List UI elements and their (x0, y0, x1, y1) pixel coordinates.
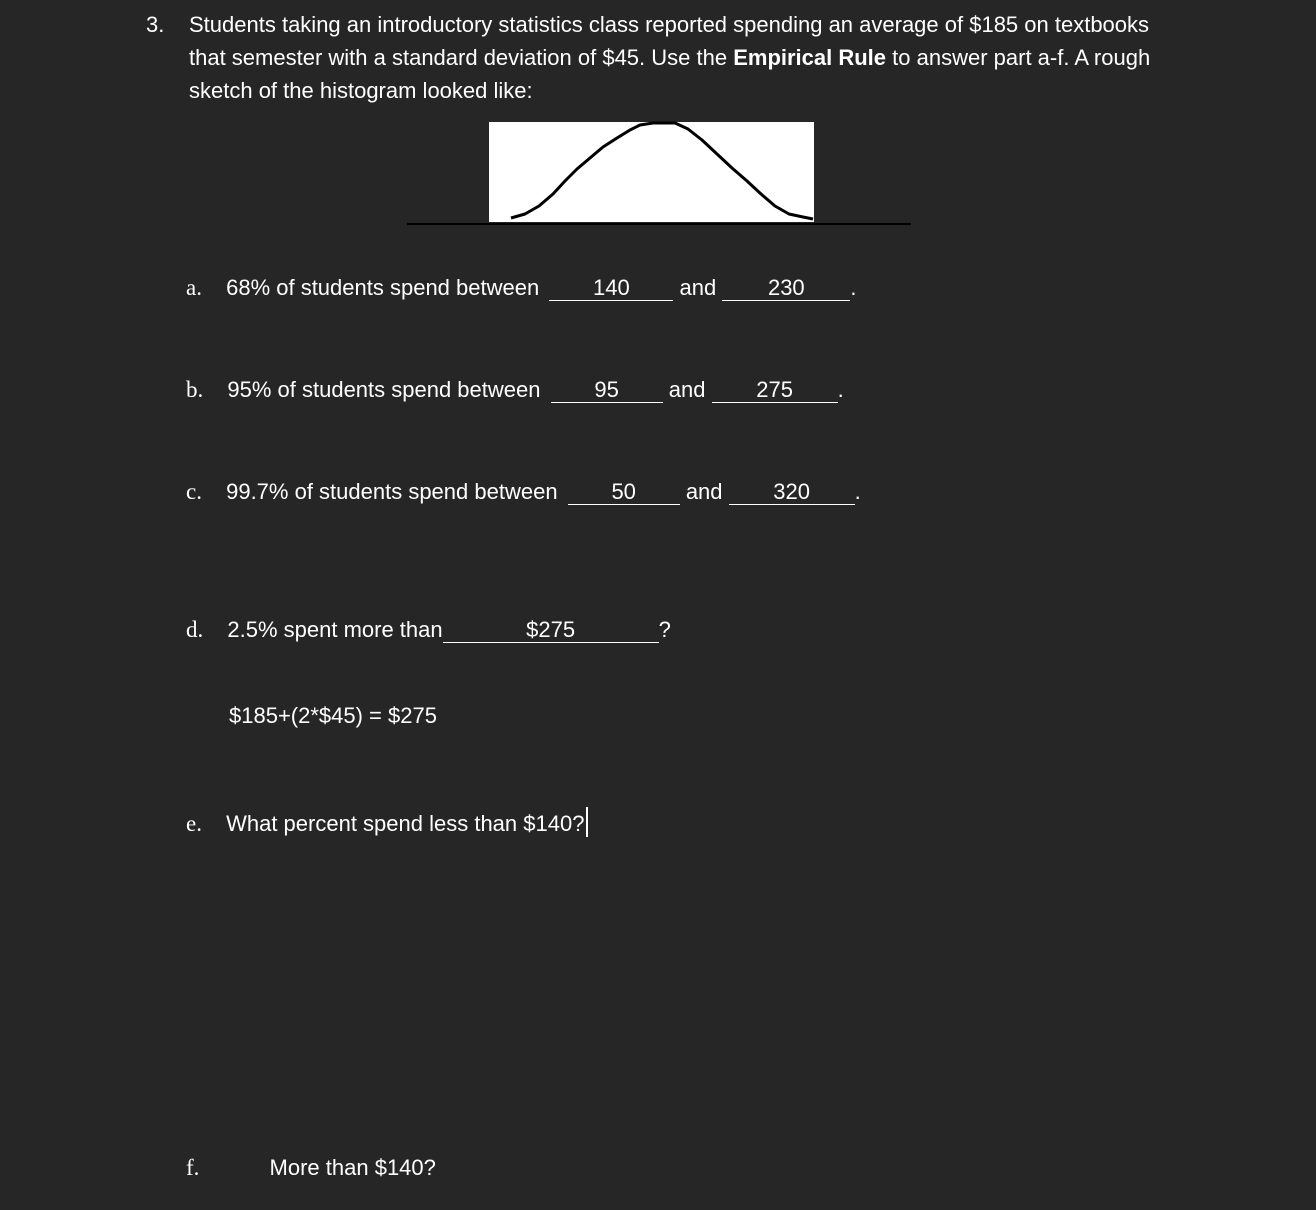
question-text-part1: Students taking an introductory statistics class reported spending an average of $185 on textbooks that semester with a standard deviation of $45. Use the (189, 12, 1150, 70)
part-e (186, 807, 588, 839)
part-d (186, 615, 671, 645)
part-a-prompt: 68% of students spend between (226, 275, 540, 300)
part-c-answer-low[interactable]: 50 (568, 480, 680, 505)
part-e-prompt[interactable]: What percent spend less than $140? (226, 811, 585, 836)
part-d-work: $185+(2*$45) = $275 (229, 703, 437, 728)
part-c-end: . (854, 479, 861, 504)
question-text-bold: Empirical Rule (733, 45, 887, 70)
part-d-letter: d. (186, 617, 204, 642)
question-text (189, 8, 1189, 107)
part-f-prompt: More than $140? (269, 1155, 436, 1180)
part-c (186, 477, 861, 507)
part-a-connector: and (679, 275, 717, 300)
part-a-answer-low[interactable]: 140 (549, 276, 673, 301)
text-cursor (586, 807, 588, 837)
part-b (186, 375, 844, 405)
part-c-prompt: 99.7% of students spend between (226, 479, 558, 504)
histogram-sketch (405, 118, 915, 230)
part-b-answer-high[interactable]: 275 (712, 378, 838, 403)
part-d-answer[interactable]: $275 (443, 618, 659, 643)
part-c-letter: c. (186, 479, 202, 504)
part-d-end: ? (658, 617, 671, 642)
part-b-prompt: 95% of students spend between (227, 377, 541, 402)
part-b-answer-low[interactable]: 95 (551, 378, 663, 403)
part-b-connector: and (668, 377, 706, 402)
part-e-letter: e. (186, 811, 202, 836)
part-b-letter: b. (186, 377, 204, 402)
part-f (186, 1153, 436, 1183)
part-c-answer-high[interactable]: 320 (729, 480, 855, 505)
part-a-letter: a. (186, 275, 202, 300)
question-text-part2: to answer part a-f. A rough sketch of the histogram looked like: (189, 45, 1151, 103)
part-d-prompt: 2.5% spent more than (227, 617, 443, 642)
part-a (186, 273, 856, 303)
part-a-end: . (850, 275, 857, 300)
part-c-connector: and (685, 479, 723, 504)
part-f-letter: f. (186, 1155, 200, 1180)
question-number: 3. (146, 12, 165, 37)
part-b-end: . (837, 377, 844, 402)
part-a-answer-high[interactable]: 230 (722, 276, 850, 301)
